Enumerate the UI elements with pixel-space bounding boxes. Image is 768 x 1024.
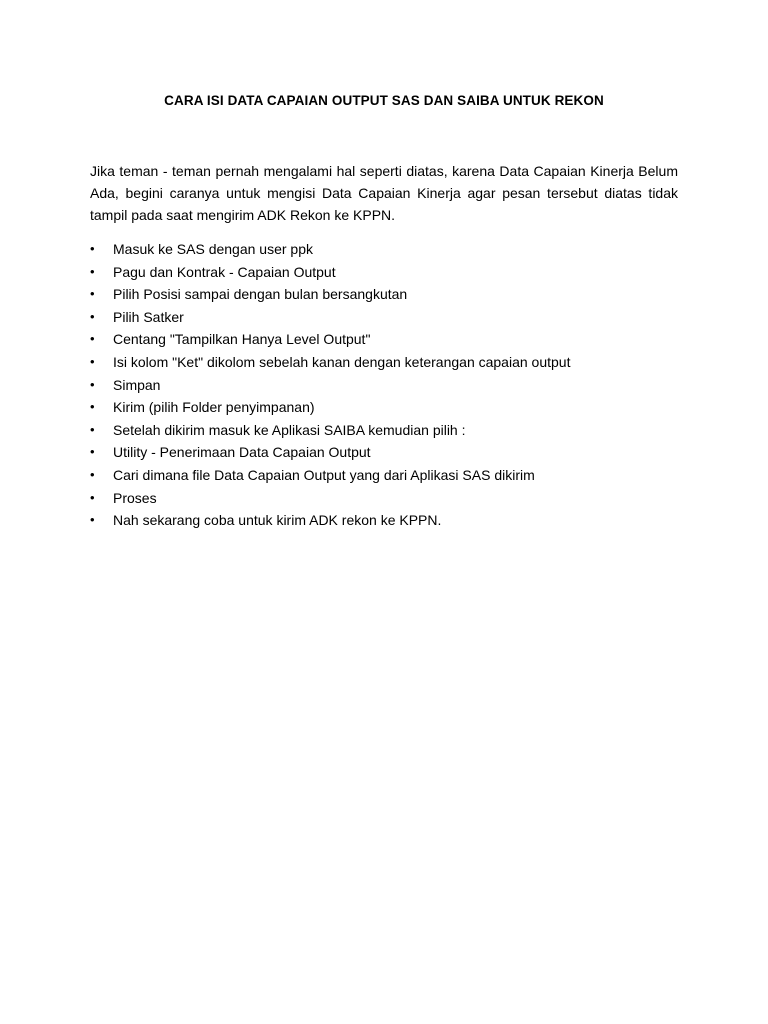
intro-paragraph: Jika teman - teman pernah mengalami hal seperti diatas, karena Data Capaian Kinerja Belum Ada, begini caranya untuk mengisi Data Capaian Kinerja agar pesan tersebut diatas tidak tampil pada saat mengirim ADK Rekon ke KPPN. <box>90 163 678 223</box>
list-item <box>90 419 690 442</box>
steps-list <box>90 238 690 532</box>
list-item <box>90 306 690 329</box>
bullet-icon: • <box>90 444 95 460</box>
bullet-icon: • <box>90 308 95 324</box>
list-item <box>90 374 690 397</box>
document-title: CARA ISI DATA CAPAIAN OUTPUT SAS DAN SAIBA UNTUK REKON <box>164 93 604 108</box>
list-item <box>90 441 690 464</box>
bullet-icon: • <box>90 399 95 415</box>
bullet-icon: • <box>90 421 95 437</box>
step-text: Proses <box>113 489 157 506</box>
list-item <box>90 396 690 419</box>
step-text: Centang "Tampilkan Hanya Level Output" <box>113 331 371 348</box>
bullet-icon: • <box>90 263 95 279</box>
bullet-icon: • <box>90 489 95 505</box>
bullet-icon: • <box>90 286 95 302</box>
step-text: Utility - Penerimaan Data Capaian Output <box>113 444 371 461</box>
list-item <box>90 283 690 306</box>
bullet-icon: • <box>90 466 95 482</box>
bullet-icon: • <box>90 512 95 528</box>
step-text: Setelah dikirim masuk ke Aplikasi SAIBA kemudian pilih : <box>113 421 466 438</box>
bullet-icon: • <box>90 241 95 256</box>
bullet-icon: • <box>90 353 95 369</box>
list-item <box>90 509 690 532</box>
step-text: Cari dimana file Data Capaian Output yang dari Aplikasi SAS dikirim <box>113 466 535 483</box>
list-item <box>90 261 690 284</box>
list-item <box>90 238 690 261</box>
list-item <box>90 487 690 510</box>
list-item <box>90 464 690 487</box>
step-text: Masuk ke SAS dengan user ppk <box>113 241 314 257</box>
bullet-icon: • <box>90 331 95 347</box>
step-text: Simpan <box>113 376 161 393</box>
step-text: Pilih Satker <box>113 308 184 325</box>
bullet-icon: • <box>90 376 95 392</box>
step-text: Pilih Posisi sampai dengan bulan bersangkutan <box>113 286 408 303</box>
step-text: Pagu dan Kontrak - Capaian Output <box>113 263 336 280</box>
step-text: Nah sekarang coba untuk kirim ADK rekon ke KPPN. <box>113 512 442 529</box>
list-item <box>90 351 690 374</box>
list-item <box>90 328 690 351</box>
step-text: Isi kolom "Ket" dikolom sebelah kanan dengan keterangan capaian output <box>113 353 571 370</box>
step-text: Kirim (pilih Folder penyimpanan) <box>113 399 315 416</box>
